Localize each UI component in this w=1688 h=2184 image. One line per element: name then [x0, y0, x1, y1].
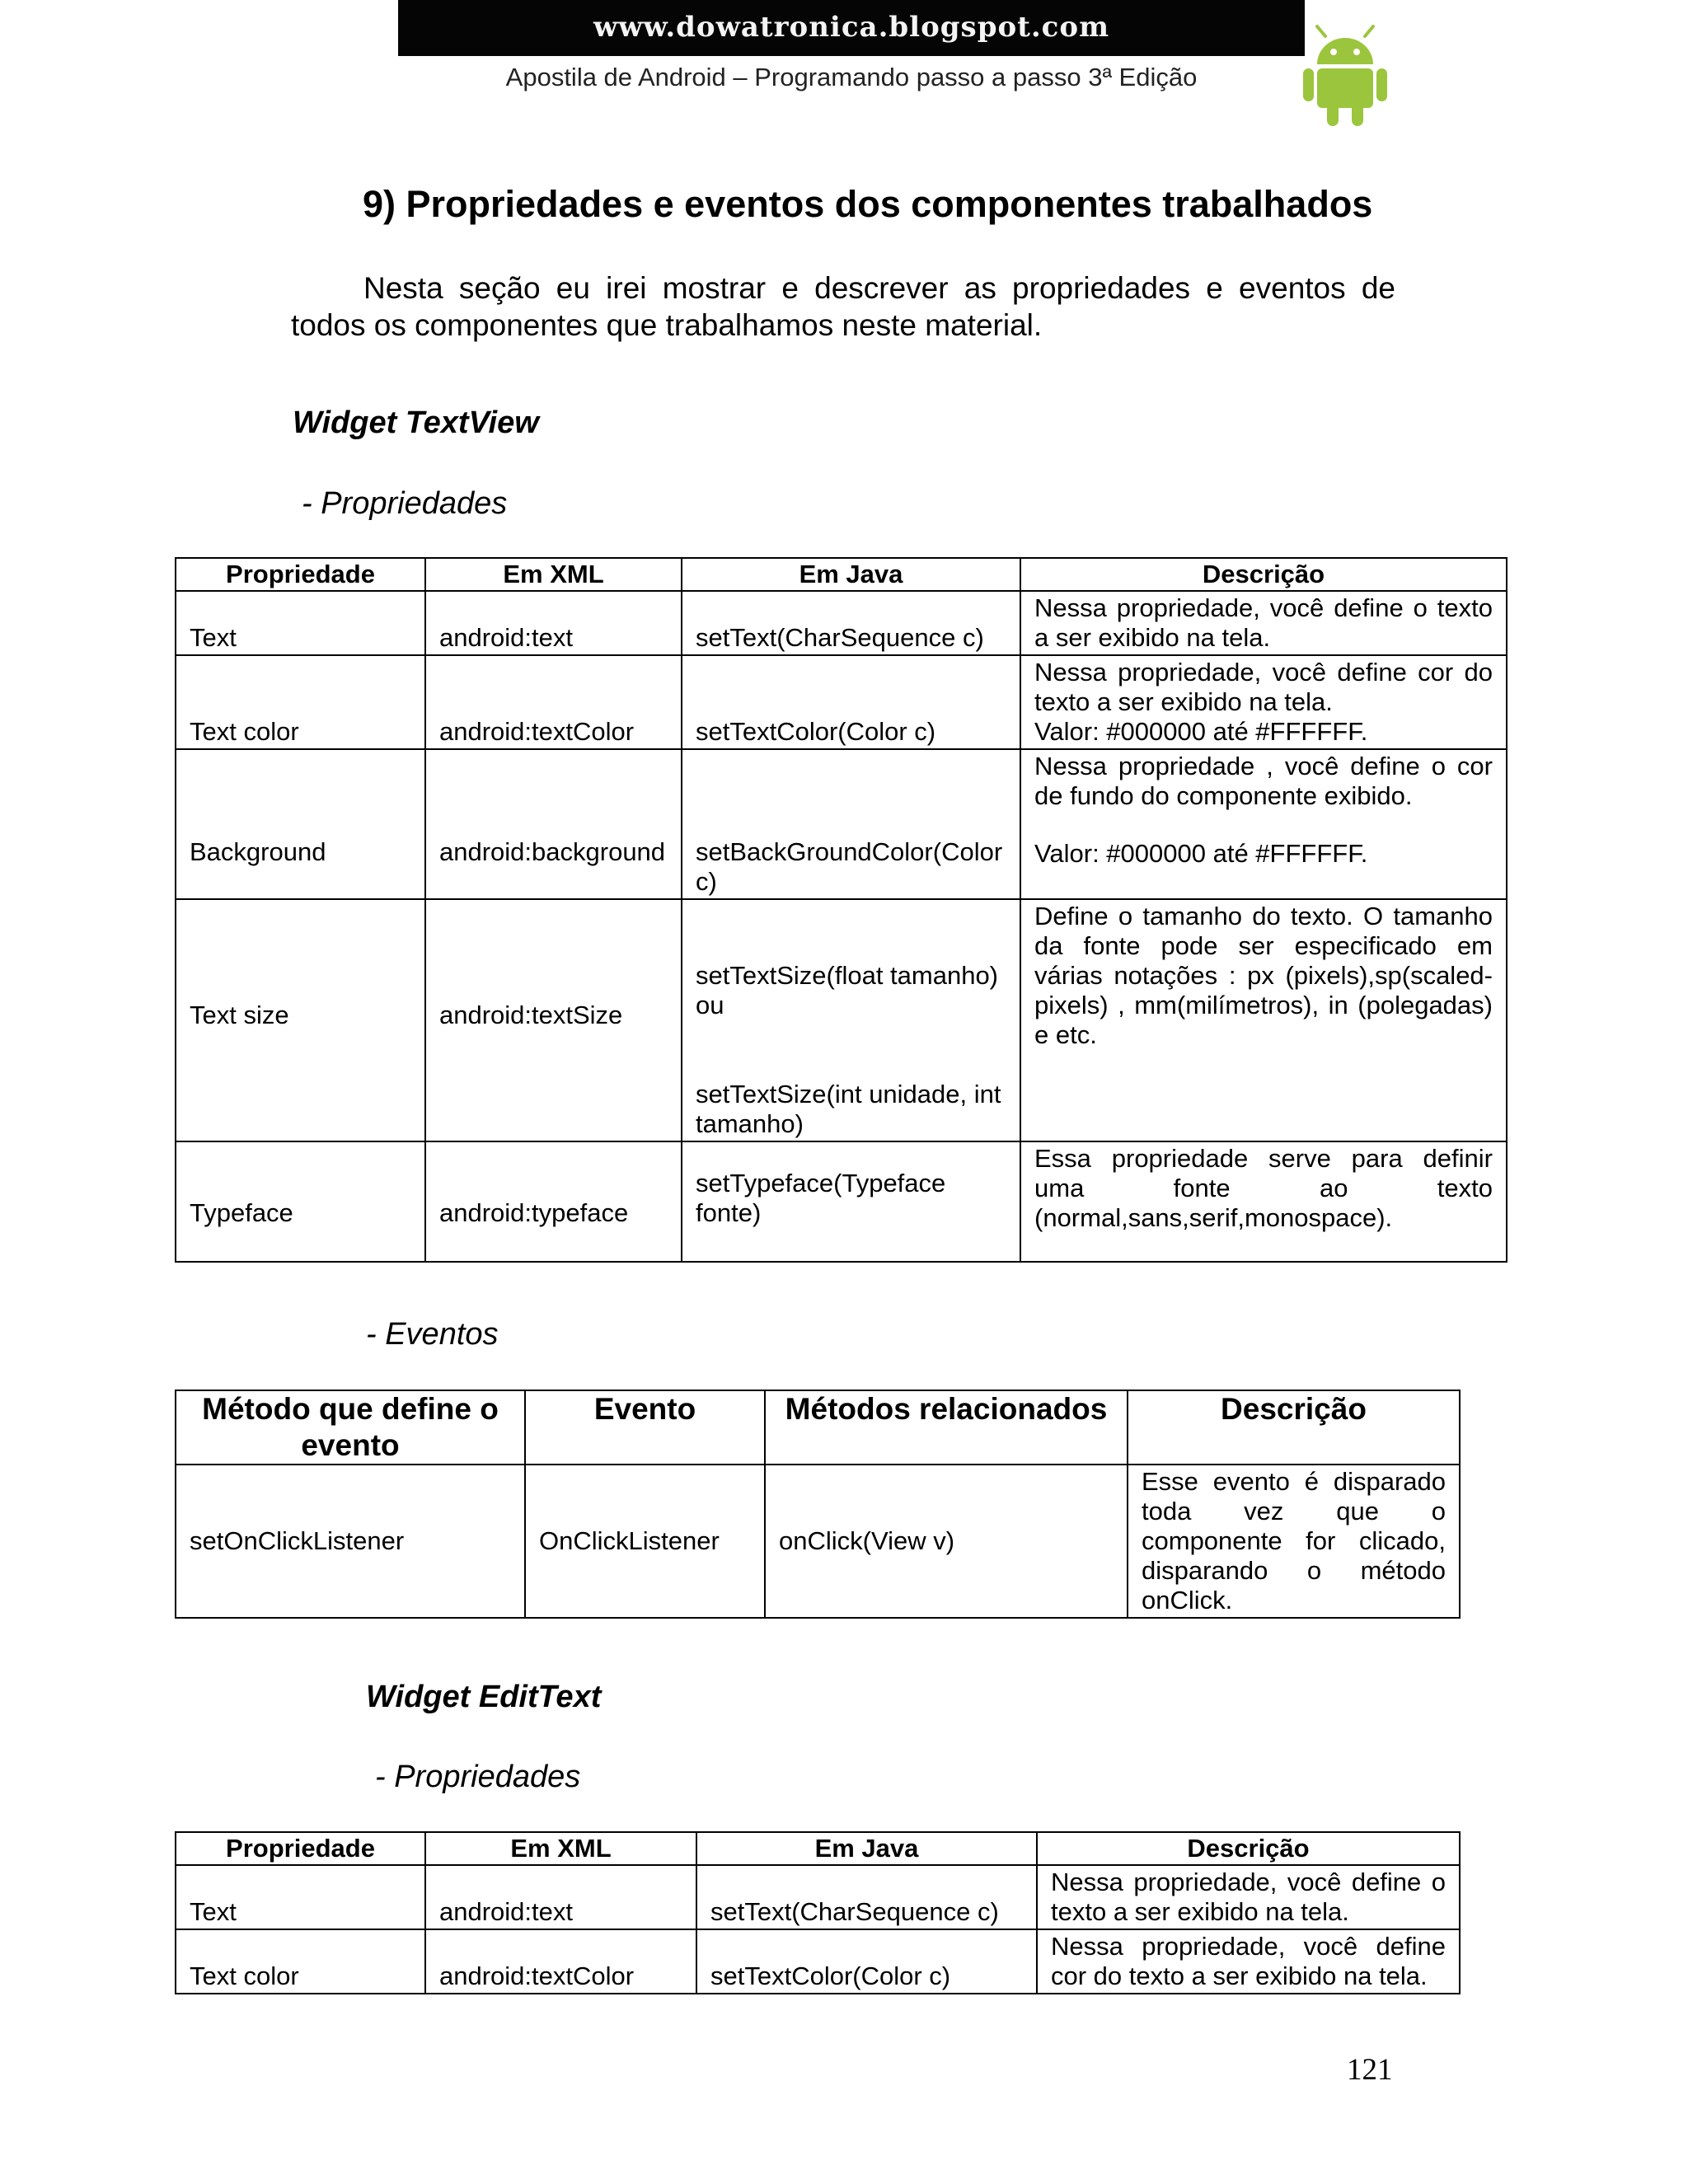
column-header: Método que define o evento: [176, 1390, 525, 1465]
java-cell: setText(CharSequence c): [682, 591, 1020, 655]
column-header: Em Java: [682, 558, 1020, 591]
xml-cell: android:text: [425, 1865, 696, 1929]
property-cell: Background: [176, 749, 425, 899]
document-subtitle: Apostila de Android – Programando passo a passo 3ª Edição: [505, 63, 1198, 91]
xml-cell: android:textSize: [425, 899, 682, 1141]
table-header-row: [176, 558, 1507, 591]
description-cell: [1020, 655, 1507, 749]
column-header: Propriedade: [176, 558, 425, 591]
java-cell: setTypeface(Typeface fonte): [682, 1141, 1020, 1262]
column-header: Descrição: [1037, 1832, 1460, 1865]
property-cell: Text: [176, 591, 425, 655]
textview-events-label: - Eventos: [366, 1317, 499, 1352]
textview-properties-table: [175, 557, 1507, 1263]
property-cell: Text size: [176, 899, 425, 1141]
description-cell: Nessa propriedade, você define o texto a ser exibido na tela.: [1037, 1865, 1460, 1929]
table-row: [176, 1465, 1460, 1618]
description-cell: Essa propriedade serve para definir uma fonte ao texto (normal,sans,serif,monospace).: [1020, 1141, 1507, 1262]
table-header-row: [176, 1390, 1460, 1465]
description-cell: Esse evento é disparado toda vez que o componente for clicado, disparando o método onClick.: [1128, 1465, 1460, 1618]
java-cell: setTextColor(Color c): [682, 655, 1020, 749]
property-cell: Text color: [176, 655, 425, 749]
table-row: [176, 1929, 1460, 1994]
property-cell: Text color: [176, 1929, 425, 1994]
column-header: Em Java: [696, 1832, 1037, 1865]
site-banner: www.dowatronica.blogspot.com: [398, 0, 1305, 56]
java-method-alt-text: setTextSize(int unidade, int tamanho): [696, 1080, 1001, 1138]
edittext-properties-table: [175, 1831, 1461, 1994]
value-range-text: Valor: #000000 até #FFFFFF.: [1034, 717, 1368, 746]
column-header: Evento: [525, 1390, 765, 1465]
table-row: [176, 1141, 1507, 1262]
textview-props-label: - Propriedades: [302, 486, 508, 521]
android-robot-icon: [1301, 25, 1390, 127]
description-text: Nessa propriedade , você define o cor de fundo do componente exibido.: [1034, 752, 1493, 810]
java-cell: setTextColor(Color c): [696, 1929, 1037, 1994]
table-header-row: [176, 1832, 1460, 1865]
related-methods-cell: onClick(View v): [765, 1465, 1128, 1618]
section-title: 9) Propriedades e eventos dos componentes trabalhados: [363, 183, 1373, 225]
property-cell: Typeface: [176, 1141, 425, 1262]
column-header: Em XML: [425, 558, 682, 591]
description-text: Nessa propriedade, você define cor do texto a ser exibido na tela.: [1034, 658, 1493, 716]
table-row: [176, 749, 1507, 899]
table-row: [176, 655, 1507, 749]
java-cell: [682, 899, 1020, 1141]
description-cell: [1020, 749, 1507, 899]
xml-cell: android:text: [425, 591, 682, 655]
column-header: Descrição: [1128, 1390, 1460, 1465]
event-cell: OnClickListener: [525, 1465, 765, 1618]
textview-heading: Widget TextView: [293, 405, 539, 440]
edittext-heading: Widget EditText: [366, 1680, 602, 1714]
xml-cell: android:textColor: [425, 655, 682, 749]
property-cell: Text: [176, 1865, 425, 1929]
description-cell: Define o tamanho do texto. O tamanho da fonte pode ser especificado em várias notações : px (pixels),sp(scaled-pixels) , mm(milímetros), in (polegadas) e etc.: [1020, 899, 1507, 1141]
java-cell: setText(CharSequence c): [696, 1865, 1037, 1929]
edittext-props-label: - Propriedades: [375, 1760, 581, 1794]
xml-cell: android:background: [425, 749, 682, 899]
java-method-text: setTextSize(float tamanho) ou: [696, 961, 999, 1019]
value-range-text: Valor: #000000 até #FFFFFF.: [1034, 839, 1368, 868]
intro-paragraph: Nesta seção eu irei mostrar e descrever as propriedades e eventos de todos os componentes que trabalhamos neste material.: [291, 271, 1395, 342]
table-row: [176, 899, 1507, 1141]
textview-events-table: [175, 1390, 1461, 1619]
page-number: 121: [1347, 2053, 1393, 2087]
column-header: Descrição: [1020, 558, 1507, 591]
description-cell: Nessa propriedade, você define o texto a ser exibido na tela.: [1020, 591, 1507, 655]
table-row: [176, 591, 1507, 655]
xml-cell: android:typeface: [425, 1141, 682, 1262]
column-header: Propriedade: [176, 1832, 425, 1865]
description-cell: Nessa propriedade, você define cor do texto a ser exibido na tela.: [1037, 1929, 1460, 1994]
column-header: Métodos relacionados: [765, 1390, 1128, 1465]
column-header: Em XML: [425, 1832, 696, 1865]
xml-cell: android:textColor: [425, 1929, 696, 1994]
java-cell: setBackGroundColor(Color c): [682, 749, 1020, 899]
method-cell: setOnClickListener: [176, 1465, 525, 1618]
table-row: [176, 1865, 1460, 1929]
